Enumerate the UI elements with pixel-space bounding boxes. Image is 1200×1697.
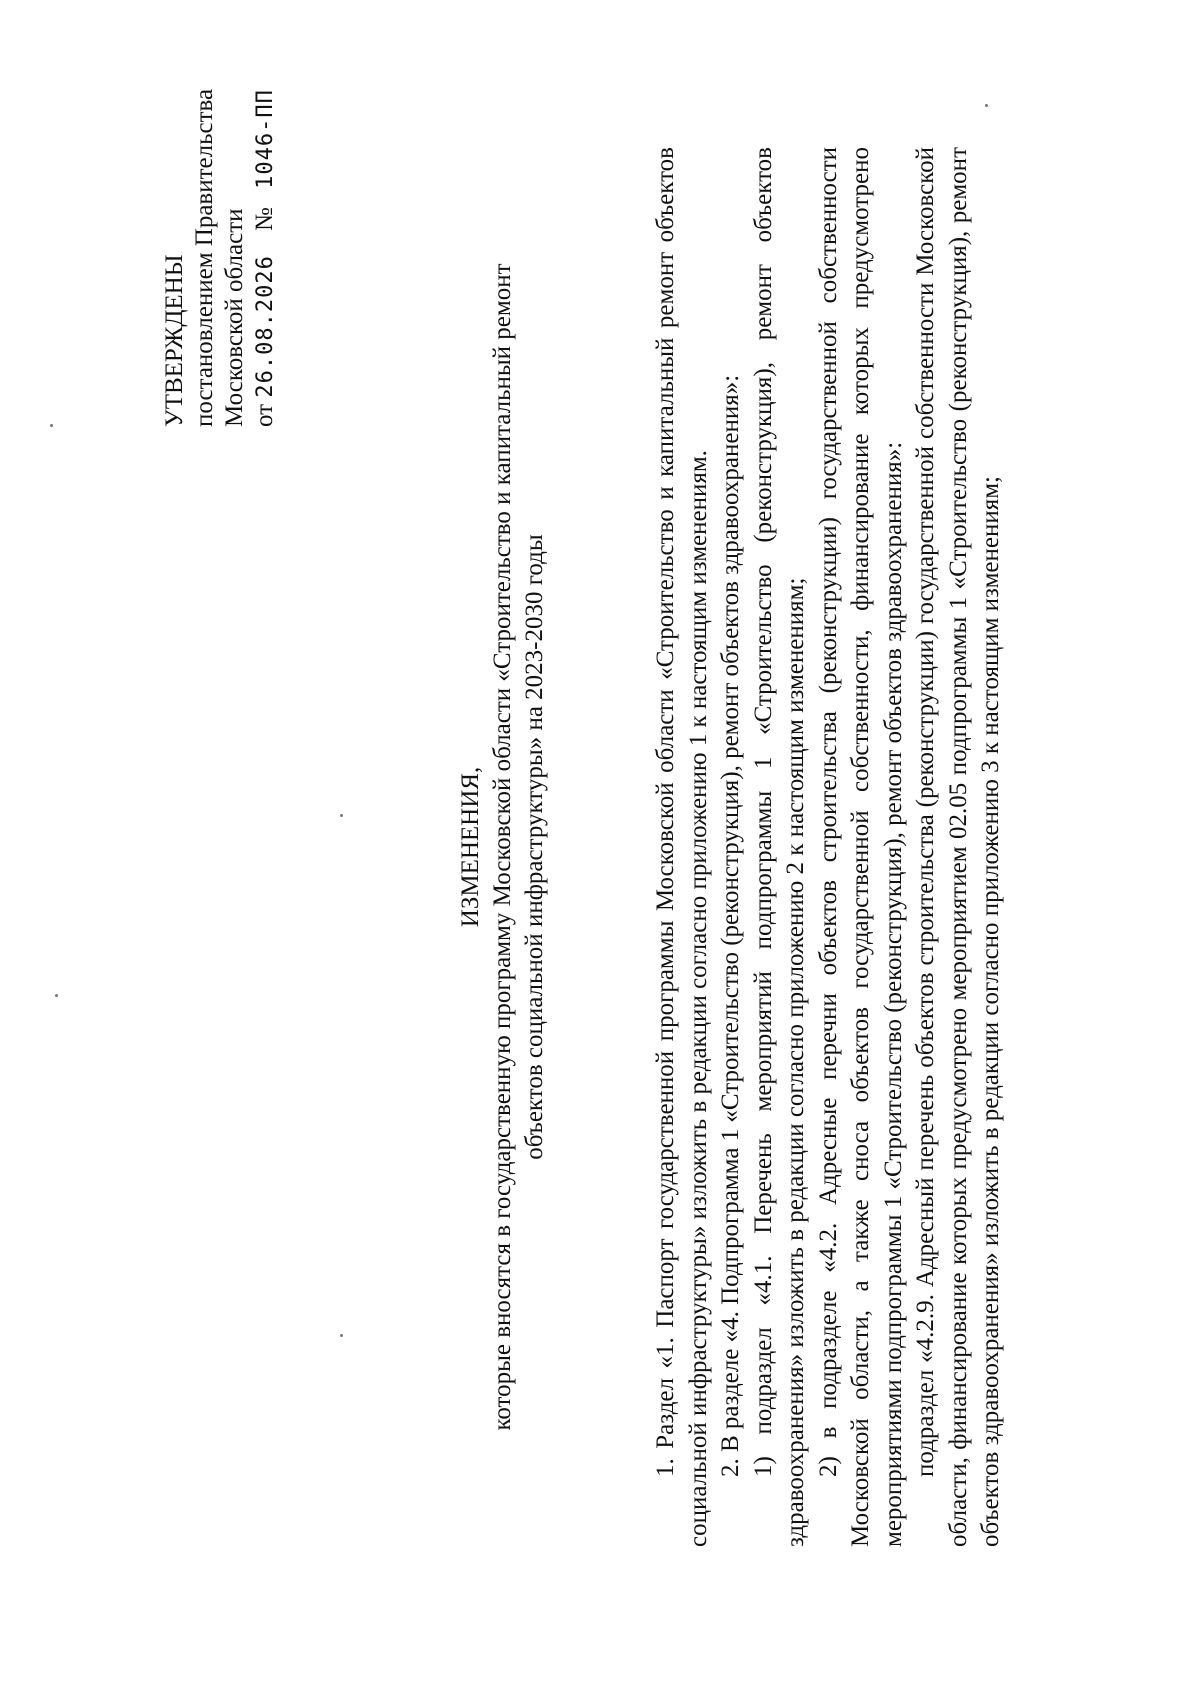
approval-date-prefix: от [251,403,278,427]
approval-title: УТВЕРЖДЕНЫ [161,254,188,427]
scan-speck [340,814,343,817]
scan-speck [55,994,58,997]
approval-line-2: Московской области [221,208,248,427]
heading-title: ИЗМЕНЕНИЯ, [457,766,484,928]
paragraph-2: 2. В разделе «4. Подпрограмма 1 «Строительство (реконструкция), ремонт объектов здравоохранения»: [717,374,744,1477]
scan-speck [340,1334,343,1337]
document-body [650,147,1008,1547]
approval-number-sign: № [251,207,278,231]
paragraph-3: 1) подраздел «4.1. Перечень мероприятий подпрограммы 1 «Строительство (реконструкция), ремонт объектов здравоохранения» изложить в редакции согласно приложению 2 к настоящим изменениям; [749,147,809,1547]
approval-date: 26.08.2026 [253,255,278,398]
approval-date-row [250,7,281,427]
approval-number: 1046-ПП [253,89,278,189]
approval-stamp [160,7,281,427]
heading-line-2: объектов социальной инфраструктуры» на 2023-2030 годы [521,534,548,1160]
paragraph-1: 1. Раздел «1. Паспорт государственной программы Московской области «Строительство и капитальный ремонт объектов социальной инфраструктуры» изложить в редакции согласно приложению 1 к настоящим изменениям. [652,147,712,1547]
document-heading [455,147,551,1547]
scan-speck [985,104,988,107]
approval-line-1: постановлением Правительства [191,88,218,427]
heading-line-1: которые вносятся в государственную программу Московской области «Строительство и капитальный ремонт [489,263,516,1431]
paragraph-4: 2) в подразделе «4.2. Адресные перечни объектов строительства (реконструкции) государственной собственности Московской области, а также сноса объектов государственной собственности, финансирование которых предусмотрено мероприятиями подпрограммы 1 «Строительство (реконструкция), ремонт объектов здравоохранения»: [814,147,907,1547]
paragraph-5: подраздел «4.2.9. Адресный перечень объектов строительства (реконструкции) государственной собственности Московской области, финансирование которых предусмотрено мероприятием 02.05 подпрограммы 1 «Строительство (реконструкция), ремонт объектов здравоохранения» изложить в редакции согласно приложению 3 к настоящим изменениям; [912,147,1004,1547]
scan-speck [50,424,53,427]
